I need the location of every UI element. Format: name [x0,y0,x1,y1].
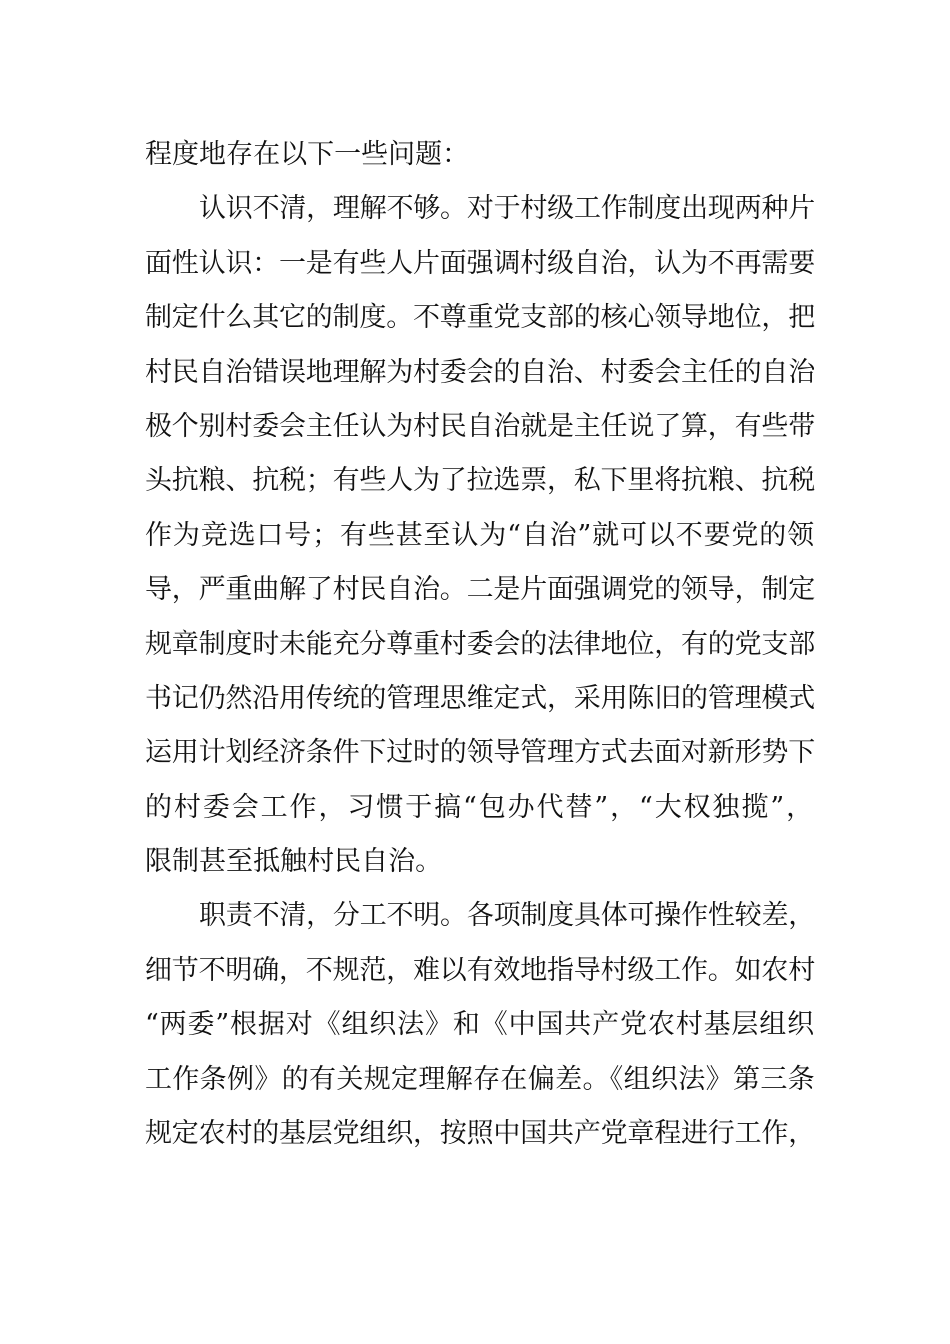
text-line: 认识不清，理解不够。对于村级工作制度出现两种片 [199,193,816,225]
text-line: 程度地存在以下一些问题： [145,139,470,170]
text-line: 工作条例》的有关规定理解存在偏差。《组织法》第三条 [145,1063,815,1095]
text-line: “两委”根据对《组织法》和《中国共产党农村基层组织 [145,1009,816,1041]
text-line: 导，严重曲解了村民自治。二是片面强调党的领导，制定 [145,574,815,606]
text-line: 限制甚至抵触村民自治。 [145,846,443,878]
text-line: 规定农村的基层党组织，按照中国共产党章程进行工作， [145,1118,815,1150]
text-line: 面性认识：一是有些人片面强调村级自治，认为不再需要 [145,247,815,279]
text-line: 职责不清，分工不明。各项制度具体可操作性较差， [199,900,816,932]
text-line: 的村委会工作，习惯于搞“包办代替”，“大权独揽”， [145,791,815,823]
text-line: 细节不明确，不规范，难以有效地指导村级工作。如农村 [145,954,815,986]
text-line: 规章制度时未能充分尊重村委会的法律地位，有的党支部 [145,628,815,660]
text-line: 运用计划经济条件下过时的领导管理方式去面对新形势下 [145,737,815,769]
text-line: 书记仍然沿用传统的管理思维定式，采用陈旧的管理模式 [145,682,815,714]
body-text [145,128,815,1161]
text-line: 制定什么其它的制度。不尊重党支部的核心领导地位，把 [145,302,815,334]
text-line: 头抗粮、抗税；有些人为了拉选票，私下里将抗粮、抗税 [145,465,815,497]
text-line: 村民自治错误地理解为村委会的自治、村委会主任的自治 [145,356,815,388]
text-line: 作为竞选口号；有些甚至认为“自治”就可以不要党的领 [145,519,816,551]
text-line: 极个别村委会主任认为村民自治就是主任说了算，有些带 [145,410,815,442]
